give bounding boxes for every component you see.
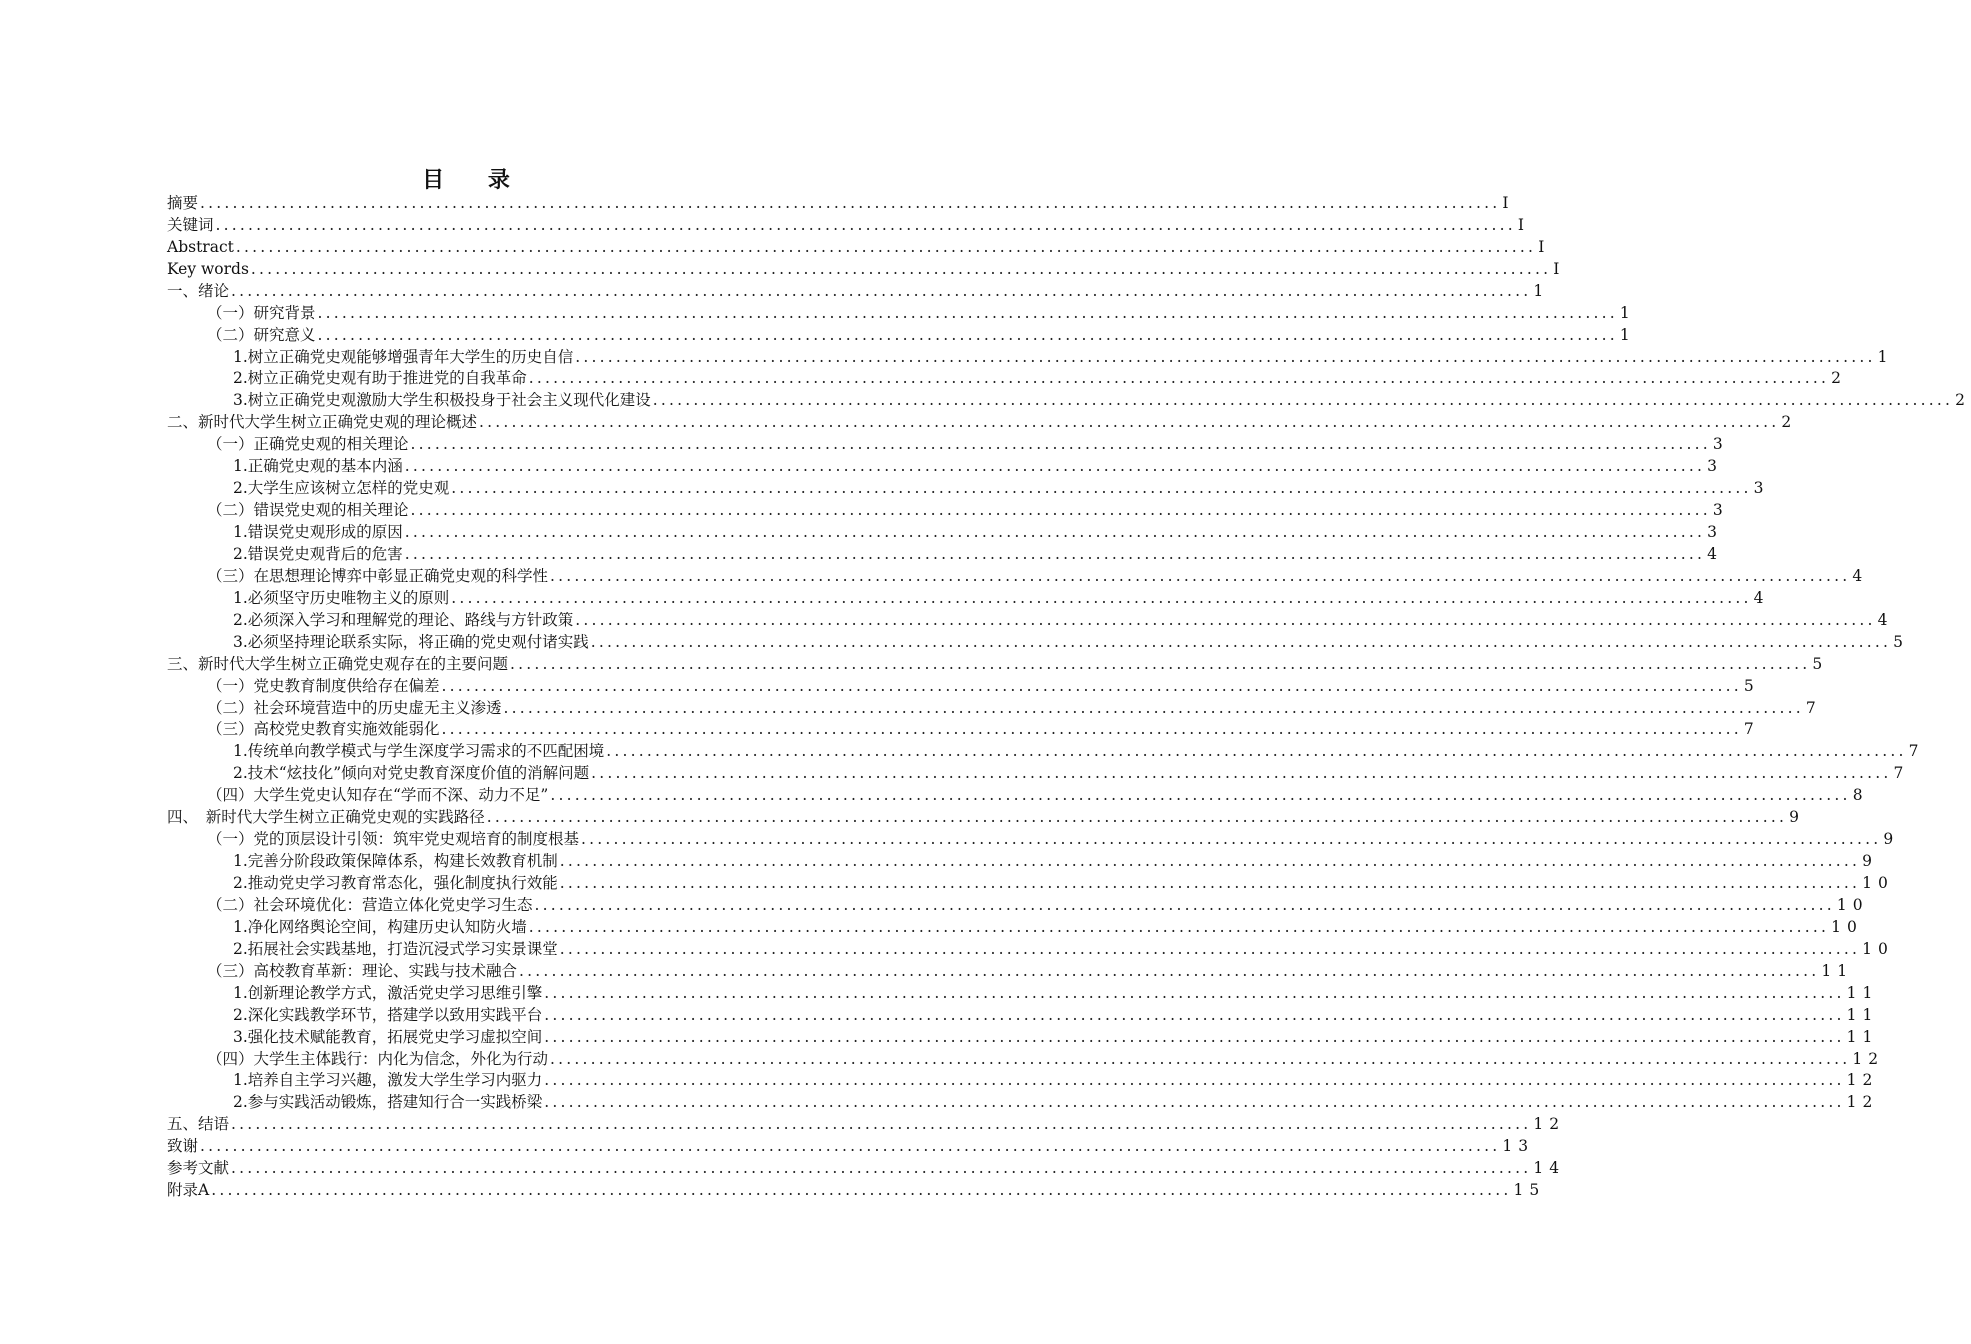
toc-entry-page: 1 bbox=[1533, 281, 1550, 300]
toc-entry-page: 4 bbox=[1852, 566, 1869, 585]
toc-entry-label: 一、绪论 bbox=[167, 281, 230, 300]
toc-leader-dots bbox=[544, 1027, 1844, 1048]
toc-leader-dots bbox=[451, 588, 1751, 609]
toc-entry-page: 1 bbox=[1619, 325, 1636, 344]
toc-entry-page: 14 bbox=[1533, 1159, 1566, 1178]
toc-entry-label: 参考文献 bbox=[167, 1159, 230, 1178]
toc-entry-label: 2.大学生应该树立怎样的党史观 bbox=[233, 479, 450, 498]
toc-entry[interactable] bbox=[167, 389, 1971, 411]
toc-entry-page: I bbox=[1517, 215, 1530, 234]
toc-entry[interactable] bbox=[167, 697, 1822, 719]
toc-entry-page: I bbox=[1502, 193, 1515, 212]
toc-entry-page: 11 bbox=[1846, 983, 1879, 1002]
toc-leader-dots bbox=[200, 1136, 1500, 1157]
toc-entry-label: 2.拓展社会实践基地，打造沉浸式学习实景课堂 bbox=[233, 939, 558, 958]
toc-entry-label: 2.错误党史观背后的危害 bbox=[233, 544, 403, 563]
toc-leader-dots bbox=[550, 1049, 1850, 1070]
toc-entry-label: （三）高校教育革新：理论、实践与技术融合 bbox=[207, 961, 518, 980]
toc-entry-label: 五、结语 bbox=[167, 1115, 230, 1134]
toc-leader-dots bbox=[560, 851, 1860, 872]
toc-entry[interactable] bbox=[167, 543, 1723, 565]
toc-leader-dots bbox=[550, 785, 1850, 806]
toc-leader-dots bbox=[504, 698, 1804, 719]
toc-leader-dots bbox=[591, 763, 1891, 784]
toc-entry-page: 1 bbox=[1619, 303, 1636, 322]
toc-entry-label: 1.传统单向教学模式与学生深度学习需求的不匹配困境 bbox=[233, 742, 605, 761]
toc-entry-page: 9 bbox=[1883, 830, 1900, 849]
toc-entry[interactable] bbox=[167, 938, 1894, 960]
toc-entry-page: 9 bbox=[1862, 852, 1878, 871]
toc-leader-dots bbox=[479, 412, 1779, 433]
toc-leader-dots bbox=[544, 983, 1844, 1004]
toc-entry[interactable] bbox=[167, 565, 1869, 587]
toc-entry[interactable] bbox=[167, 609, 1894, 631]
toc-leader-dots bbox=[231, 1114, 1531, 1135]
toc-entry-label: 1.树立正确党史观能够增强青年大学生的历史自信 bbox=[233, 347, 574, 366]
toc-leader-dots bbox=[591, 632, 1891, 653]
toc-entry-page: 11 bbox=[1821, 961, 1854, 980]
toc-leader-dots bbox=[653, 390, 1953, 411]
toc-entry-page: 11 bbox=[1846, 1005, 1879, 1024]
toc-entry[interactable] bbox=[167, 762, 1910, 784]
toc-leader-dots bbox=[535, 895, 1835, 916]
toc-entry[interactable] bbox=[167, 982, 1879, 1004]
toc-leader-dots bbox=[251, 259, 1551, 280]
toc-leader-dots bbox=[575, 610, 1875, 631]
toc-entry-page: 4 bbox=[1707, 544, 1723, 563]
toc-leader-dots bbox=[216, 215, 1516, 236]
toc-entry-label: 1.正确党史观的基本内涵 bbox=[233, 457, 403, 476]
toc-entry-page: 13 bbox=[1502, 1137, 1535, 1156]
toc-entry-label: 二、新时代大学生树立正确党史观的理论概述 bbox=[167, 413, 478, 432]
toc-entry[interactable] bbox=[167, 258, 1566, 280]
toc-entry-label: 致谢 bbox=[167, 1137, 199, 1156]
toc-leader-dots bbox=[581, 829, 1881, 850]
toc-entry-page: 12 bbox=[1846, 1093, 1879, 1112]
toc-entry[interactable] bbox=[167, 1091, 1879, 1113]
toc-entry-page: 10 bbox=[1831, 917, 1863, 936]
toc-entry-page: 5 bbox=[1743, 676, 1760, 695]
toc-entry-page: 12 bbox=[1846, 1071, 1879, 1090]
toc-entry-page: I bbox=[1538, 237, 1551, 256]
toc-entry[interactable] bbox=[167, 1179, 1546, 1201]
toc-entry-label: （四）大学生主体践行：内化为信念，外化为行动 bbox=[207, 1049, 549, 1068]
toc-entry-label: （一）正确党史观的相关理论 bbox=[207, 435, 409, 454]
toc-leader-dots bbox=[231, 1158, 1531, 1179]
toc-entry-label: 2.深化实践教学环节，搭建学以致用实践平台 bbox=[233, 1005, 543, 1024]
toc-entry-label: 关键词 bbox=[167, 215, 214, 234]
toc-entry[interactable] bbox=[167, 499, 1729, 521]
toc-entry-page: 3 bbox=[1712, 435, 1729, 454]
toc-entry-label: （三）在思想理论博弈中彰显正确党史观的科学性 bbox=[207, 566, 549, 585]
toc-entry[interactable] bbox=[167, 916, 1863, 938]
toc-entry-label: 2.树立正确党史观有助于推进党的自我革命 bbox=[233, 369, 527, 388]
toc-entry-label: 3.树立正确党史观激励大学生积极投身于社会主义现代化建设 bbox=[233, 391, 651, 410]
toc-leader-dots bbox=[544, 1070, 1844, 1091]
toc-leader-dots bbox=[211, 1180, 1511, 1201]
toc-leader-dots bbox=[550, 566, 1850, 587]
toc-leader-dots bbox=[405, 522, 1705, 543]
toc-entry-label: （二）研究意义 bbox=[207, 325, 316, 344]
toc-entry[interactable] bbox=[167, 302, 1636, 324]
toc-entry-label: （四）大学生党史认知存在“学而不深、动力不足” bbox=[207, 786, 549, 805]
toc-entry-label: 2.参与实践活动锻炼，搭建知行合一实践桥梁 bbox=[233, 1093, 543, 1112]
toc-entry-page: 3 bbox=[1707, 523, 1723, 541]
toc-entry[interactable] bbox=[167, 433, 1729, 455]
toc-entry-label: （二）社会环境优化：营造立体化党史学习生态 bbox=[207, 895, 533, 914]
toc-entry-page: 7 bbox=[1805, 698, 1822, 717]
toc-entry-label: 3.强化技术赋能教育，拓展党史学习虚拟空间 bbox=[233, 1027, 543, 1046]
toc-entry[interactable] bbox=[167, 280, 1550, 302]
toc-entry[interactable] bbox=[167, 236, 1551, 258]
toc-entry[interactable] bbox=[167, 1135, 1535, 1157]
toc-entry[interactable] bbox=[167, 455, 1723, 477]
toc-entry-page: 4 bbox=[1877, 610, 1894, 629]
toc-leader-dots bbox=[318, 325, 1618, 346]
toc-leader-dots bbox=[529, 917, 1829, 938]
toc-entry[interactable] bbox=[167, 192, 1515, 214]
toc-entry-page: 2 bbox=[1955, 391, 1971, 410]
toc-entry-label: Key words bbox=[167, 259, 249, 278]
toc-leader-dots bbox=[487, 807, 1787, 828]
toc-entry-label: 1.错误党史观形成的原因 bbox=[233, 523, 403, 541]
toc-entry-page: 7 bbox=[1908, 742, 1925, 761]
toc-entry[interactable] bbox=[167, 960, 1854, 982]
toc-entry-label: 3.必须坚持理论联系实际，将正确的党史观付诸实践 bbox=[233, 632, 589, 651]
toc-entry-label: 2.推动党史学习教育常态化，强化制度执行效能 bbox=[233, 874, 558, 892]
toc-entry-page: 5 bbox=[1893, 632, 1909, 651]
toc-entry-label: 四、 新时代大学生树立正确党史观的实践路径 bbox=[167, 808, 485, 827]
toc-entry-page: 10 bbox=[1862, 939, 1894, 958]
toc-leader-dots bbox=[575, 347, 1875, 368]
toc-entry[interactable] bbox=[167, 521, 1723, 543]
toc-entry-label: 1.必须坚守历史唯物主义的原则 bbox=[233, 588, 450, 607]
toc-entry-label: （二）错误党史观的相关理论 bbox=[207, 501, 409, 520]
toc-entry-label: Abstract bbox=[167, 237, 234, 256]
toc-entry-page: 12 bbox=[1533, 1115, 1566, 1134]
toc-leader-dots bbox=[560, 873, 1860, 894]
toc-entry[interactable] bbox=[167, 214, 1530, 236]
toc-leader-dots bbox=[529, 368, 1829, 389]
toc-entry-label: 2.技术“炫技化”倾向对党史教育深度价值的消解问题 bbox=[233, 764, 590, 783]
toc-entry-label: （二）社会环境营造中的历史虚无主义渗透 bbox=[207, 698, 502, 717]
toc-entry-page: 3 bbox=[1712, 501, 1729, 520]
toc-entry[interactable] bbox=[167, 631, 1909, 653]
toc-entry-page: 7 bbox=[1893, 764, 1910, 783]
toc-entry[interactable] bbox=[167, 368, 1847, 390]
toc-leader-dots bbox=[544, 1092, 1844, 1113]
toc-entry-label: （三）高校党史教育实施效能弱化 bbox=[207, 720, 440, 739]
toc-entry[interactable] bbox=[167, 411, 1798, 433]
toc-entry-label: 摘要 bbox=[167, 193, 199, 212]
toc-entry-page: 1 bbox=[1877, 347, 1894, 366]
toc-leader-dots bbox=[519, 961, 1819, 982]
toc-entry[interactable] bbox=[167, 1004, 1879, 1026]
toc-entry[interactable] bbox=[167, 1048, 1885, 1070]
toc-leader-dots bbox=[560, 939, 1860, 960]
toc-entry-label: 三、新时代大学生树立正确党史观存在的主要问题 bbox=[167, 654, 509, 673]
toc-leader-dots bbox=[200, 193, 1500, 214]
toc-entry-label: 1.培养自主学习兴趣，激发大学生学习内驱力 bbox=[233, 1071, 543, 1090]
toc-entry-label: 2.必须深入学习和理解党的理论、路线与方针政策 bbox=[233, 610, 574, 629]
toc-entry[interactable] bbox=[167, 806, 1805, 828]
toc-entry-page: 4 bbox=[1753, 588, 1770, 607]
toc-entry-page: 11 bbox=[1846, 1027, 1879, 1046]
toc-entry[interactable] bbox=[167, 346, 1894, 368]
toc-entry[interactable] bbox=[167, 1026, 1879, 1048]
toc-entry-label: 附录A bbox=[167, 1181, 210, 1200]
toc-leader-dots bbox=[544, 1005, 1844, 1026]
toc-leader-dots bbox=[451, 478, 1751, 499]
toc-entry[interactable] bbox=[167, 477, 1770, 499]
toc-leader-dots bbox=[231, 281, 1531, 302]
toc-entry-page: 12 bbox=[1852, 1049, 1885, 1068]
toc-entry[interactable] bbox=[167, 784, 1869, 806]
toc-entry[interactable] bbox=[167, 324, 1636, 346]
toc-entry-label: （一）党史教育制度供给存在偏差 bbox=[207, 676, 440, 695]
toc-leader-dots bbox=[510, 654, 1810, 675]
toc-entry[interactable] bbox=[167, 740, 1925, 762]
toc-entry-page: 2 bbox=[1831, 369, 1847, 388]
toc-entry-label: （一）党的顶层设计引领：筑牢党史观培育的制度根基 bbox=[207, 830, 580, 849]
toc-entry[interactable] bbox=[167, 850, 1878, 872]
toc-entry-page: 2 bbox=[1781, 413, 1798, 432]
toc-entry-label: 1.净化网络舆论空间，构建历史认知防火墙 bbox=[233, 917, 527, 936]
toc-entry-page: 9 bbox=[1789, 808, 1805, 827]
toc-entry[interactable] bbox=[167, 1113, 1566, 1135]
toc-leader-dots bbox=[442, 719, 1742, 740]
toc-entry[interactable] bbox=[167, 1157, 1566, 1179]
toc-leader-dots bbox=[411, 434, 1711, 455]
toc-entry-page: 3 bbox=[1707, 457, 1723, 476]
toc-entry[interactable] bbox=[167, 653, 1829, 675]
toc-entry[interactable] bbox=[167, 894, 1869, 916]
toc-leader-dots bbox=[405, 456, 1705, 477]
toc-entry-page: 3 bbox=[1753, 479, 1770, 498]
toc-leader-dots bbox=[405, 544, 1705, 565]
toc-entry-page: 8 bbox=[1852, 786, 1869, 805]
toc-entry[interactable] bbox=[167, 587, 1770, 609]
toc-leader-dots bbox=[236, 237, 1536, 258]
toc-leader-dots bbox=[606, 741, 1906, 762]
toc-leader-dots bbox=[318, 303, 1618, 324]
toc-entry-page: 5 bbox=[1812, 654, 1829, 673]
toc-entry[interactable] bbox=[167, 719, 1760, 741]
toc-entry[interactable] bbox=[167, 828, 1900, 850]
toc-entry-label: 1.创新理论教学方式，激活党史学习思维引擎 bbox=[233, 983, 543, 1002]
toc-entry-label: （一）研究背景 bbox=[207, 303, 316, 322]
toc-entry-page: 10 bbox=[1836, 895, 1869, 914]
toc-entry[interactable] bbox=[167, 675, 1760, 697]
toc-entry-label: 1.完善分阶段政策保障体系，构建长效教育机制 bbox=[233, 852, 558, 871]
toc-leader-dots bbox=[411, 500, 1711, 521]
toc-list bbox=[167, 192, 1971, 1201]
toc-entry[interactable] bbox=[167, 872, 1894, 894]
toc-title: 目 录 bbox=[422, 168, 528, 193]
toc-entry-page: I bbox=[1553, 259, 1566, 278]
toc-entry-page: 10 bbox=[1862, 874, 1894, 892]
toc-entry-page: 7 bbox=[1743, 720, 1760, 739]
toc-leader-dots bbox=[442, 676, 1742, 697]
toc-entry-page: 15 bbox=[1513, 1181, 1546, 1200]
toc-entry[interactable] bbox=[167, 1070, 1879, 1092]
